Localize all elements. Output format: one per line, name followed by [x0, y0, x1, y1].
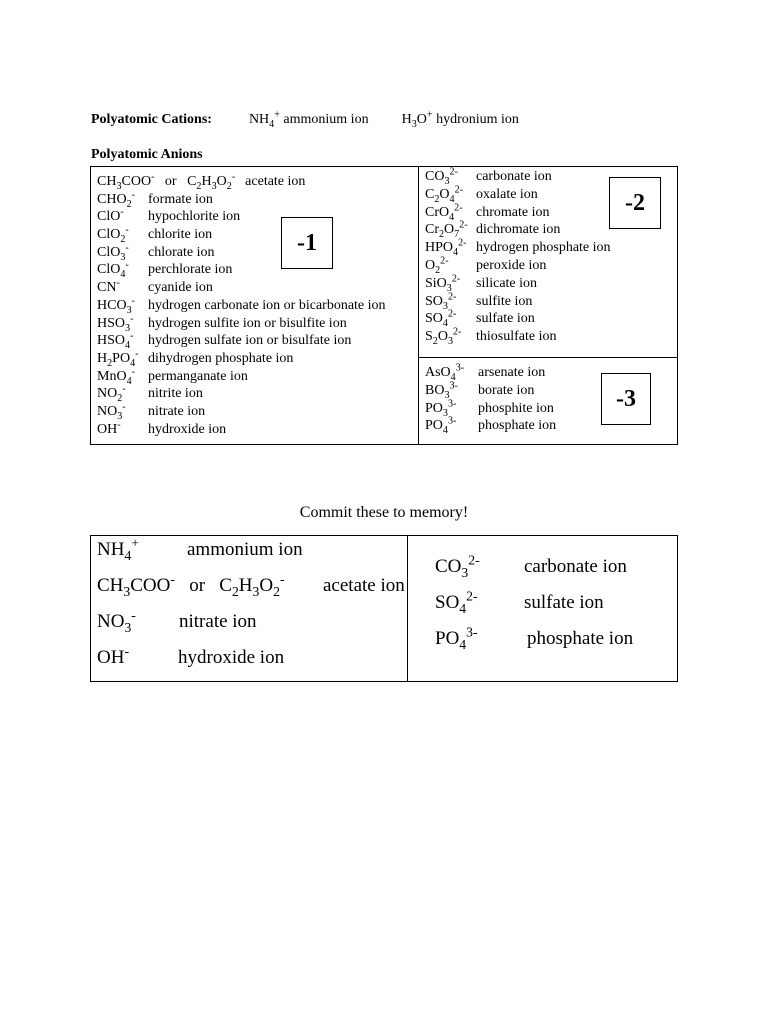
- ion-row: [97, 572, 405, 608]
- anions-table-divider: [418, 167, 419, 444]
- ion-name: nitrate ion: [148, 403, 206, 419]
- ion-row: [425, 290, 611, 312]
- ion-formula: $S_2O_3^{2-}$: [425, 326, 462, 347]
- cation-ammonium-formula: $NH_4^+$: [248, 109, 280, 130]
- memory-right-list: [435, 553, 633, 661]
- anions-table: [90, 166, 678, 445]
- ion-name: arsenate ion: [478, 365, 546, 380]
- ion-formula: $CO_3^{2-}$: [425, 166, 458, 187]
- ion-name: hydrogen carbonate ion or bicarbonate ion: [148, 297, 386, 313]
- ion-row: [435, 589, 633, 625]
- cation-hydronium-name: hydronium ion: [436, 112, 519, 127]
- ion-name: silicate ion: [476, 275, 538, 291]
- anions-heading: Polyatomic Anions: [91, 147, 203, 162]
- memory-left-list: [97, 536, 405, 680]
- ion-formula: $CHO_2^-$: [97, 189, 135, 210]
- ion-name: dichromate ion: [476, 222, 561, 238]
- ion-name: perchlorate ion: [148, 262, 233, 278]
- ion-formula: CrO$_4^{2-}$: [425, 201, 463, 223]
- ion-name: carbonate ion: [524, 556, 627, 577]
- ion-row: [435, 625, 633, 661]
- ion-name: phosphate ion: [527, 628, 634, 649]
- ion-formula: $NO_3^-$: [97, 401, 126, 422]
- ion-row: [97, 244, 386, 262]
- ion-formula: $PO_4^{3-}$: [435, 624, 478, 652]
- ion-name: ammonium ion: [187, 539, 303, 560]
- ion-row: [97, 332, 386, 350]
- ion-row: [425, 328, 611, 346]
- ion-row: [97, 350, 386, 368]
- ion-formula: $C_2O_4^{2-}$: [425, 184, 463, 205]
- ion-formula: MnO$_4$-: [97, 365, 135, 387]
- ion-row: [97, 261, 386, 279]
- ion-formula: $SO_4^{2-}$: [435, 588, 478, 616]
- ion-formula: OH-: [97, 418, 121, 437]
- ion-name: phosphite ion: [478, 400, 554, 416]
- ion-formula: $PO_3^{3-}$: [425, 397, 457, 419]
- ion-name: hydroxide ion: [148, 421, 227, 437]
- ion-formula: $SO_3^{2-}$: [425, 290, 457, 312]
- ion-formula: $NO_2^-$: [97, 383, 126, 405]
- anions-minus1-list: [97, 173, 386, 438]
- ion-name: permanganate ion: [148, 368, 248, 384]
- ion-row: [97, 191, 386, 209]
- charge-minus3-box: -3: [601, 373, 651, 425]
- ion-name: chlorite ion: [148, 227, 213, 243]
- ion-name: chromate ion: [476, 204, 550, 220]
- ion-name: phosphate ion: [478, 418, 557, 434]
- anions-minus2-list: [425, 168, 611, 346]
- cations-heading: Polyatomic Cations:: [91, 112, 212, 127]
- ion-formula: $PO_4^{3-}$: [425, 415, 457, 437]
- ion-name: nitrite ion: [148, 386, 203, 402]
- ion-formula: $HPO_4^{2-}$: [425, 237, 467, 258]
- ion-name: sulfate ion: [524, 592, 604, 613]
- ion-formula: ClO$_4$-: [97, 259, 129, 281]
- ion-name: carbonate ion: [476, 169, 552, 184]
- anions-right-divider: [418, 357, 677, 358]
- ion-row: [425, 417, 556, 435]
- ion-name: cyanide ion: [148, 280, 213, 296]
- ion-row: [97, 208, 386, 226]
- ion-formula: ClO$_3$-: [97, 242, 129, 263]
- ion-row: [97, 173, 386, 191]
- ion-formula: OH-: [97, 643, 130, 668]
- ion-row: [97, 226, 386, 244]
- charge-minus2-box: -2: [609, 177, 661, 229]
- ion-formula: $HCO_3^-$: [97, 295, 135, 316]
- ion-formula: $BO_3^{3-}$: [425, 380, 458, 401]
- ion-row: [425, 397, 556, 419]
- ion-name: nitrate ion: [179, 611, 257, 632]
- ion-row: [97, 297, 386, 315]
- ion-name: hydroxide ion: [178, 647, 285, 668]
- ion-name: dihydrogen phosphate ion: [148, 350, 294, 366]
- ion-row: [97, 644, 405, 680]
- ion-formula: $CO_3^{2-}$: [435, 552, 480, 580]
- charge-minus1-box: -1: [281, 217, 333, 269]
- ion-formula: $HSO_3^-$: [97, 312, 134, 334]
- ion-name: hypochlorite ion: [148, 209, 241, 225]
- ion-row: [425, 275, 611, 293]
- ion-row: [97, 418, 386, 439]
- ion-formula: ClO$_2$-: [97, 224, 129, 245]
- ion-row: [425, 310, 611, 328]
- ion-row: [425, 168, 611, 186]
- ion-row: [97, 403, 386, 421]
- ion-formula: $HSO_4^-$: [97, 330, 134, 351]
- ion-formula: $Cr_2O_7^{2-}$: [425, 219, 468, 241]
- memory-table-divider: [407, 536, 408, 681]
- ion-name: formate ion: [148, 191, 213, 207]
- ion-formula: SiO$_3^{2-}$: [425, 273, 461, 294]
- ion-name: thiosulfate ion: [476, 329, 557, 345]
- ion-row: [425, 221, 611, 239]
- ion-name: acetate ion: [245, 174, 306, 189]
- anions-minus3-list: [425, 364, 556, 435]
- ion-name: borate ion: [478, 382, 535, 398]
- ion-row: [425, 382, 556, 400]
- ion-name: chlorate ion: [148, 244, 215, 260]
- ion-formula: $NO_3^-$: [97, 607, 136, 635]
- memo-title: Commit these to memory!: [299, 504, 469, 521]
- ion-name: peroxide ion: [476, 257, 547, 273]
- ion-row: [97, 536, 405, 572]
- ion-name: oxalate ion: [476, 186, 538, 202]
- ion-row: [425, 201, 611, 223]
- memory-table: [90, 535, 678, 682]
- ion-row: [425, 364, 556, 382]
- ion-formula: $SO_4^{2-}$: [425, 308, 457, 330]
- ion-formula: ClO-: [97, 206, 124, 225]
- polyatomic-cations-line: [91, 109, 519, 130]
- ion-row: [425, 186, 611, 204]
- cation-ammonium-name: ammonium ion: [283, 112, 369, 127]
- ion-row: [425, 239, 611, 257]
- cation-hydronium-formula: $H_3O^+$: [401, 109, 433, 130]
- ion-formula: $NH_4^+$: [97, 535, 140, 563]
- ion-row: [425, 257, 611, 275]
- ion-name: hydrogen sulfite ion or bisulfite ion: [148, 315, 347, 331]
- ion-row: [97, 279, 386, 297]
- ion-formula: $O_2^{2-}$: [425, 255, 449, 276]
- ion-name: acetate ion: [323, 575, 405, 596]
- ion-formula: AsO$_4^{3-}$: [425, 362, 465, 383]
- ion-row: [97, 385, 386, 403]
- ion-name: sulfite ion: [476, 293, 533, 309]
- ion-formula: CN-: [97, 277, 120, 296]
- ion-name: hydrogen phosphate ion: [476, 240, 611, 256]
- ion-row: [97, 312, 386, 334]
- ion-name: hydrogen sulfate ion or bisulfate ion: [148, 333, 352, 349]
- ion-row: [97, 365, 386, 387]
- ion-name: sulfate ion: [476, 311, 535, 327]
- ion-formula: $CH_3COO^-$ or $C_2H_3O_2^-$: [97, 171, 236, 192]
- ion-row: [435, 553, 633, 589]
- ion-formula: $H_2PO_4^-$: [97, 348, 139, 369]
- ion-row: [97, 608, 405, 644]
- ion-formula: $CH_3COO^-$ or $C_2H_3O_2^-$: [97, 571, 285, 599]
